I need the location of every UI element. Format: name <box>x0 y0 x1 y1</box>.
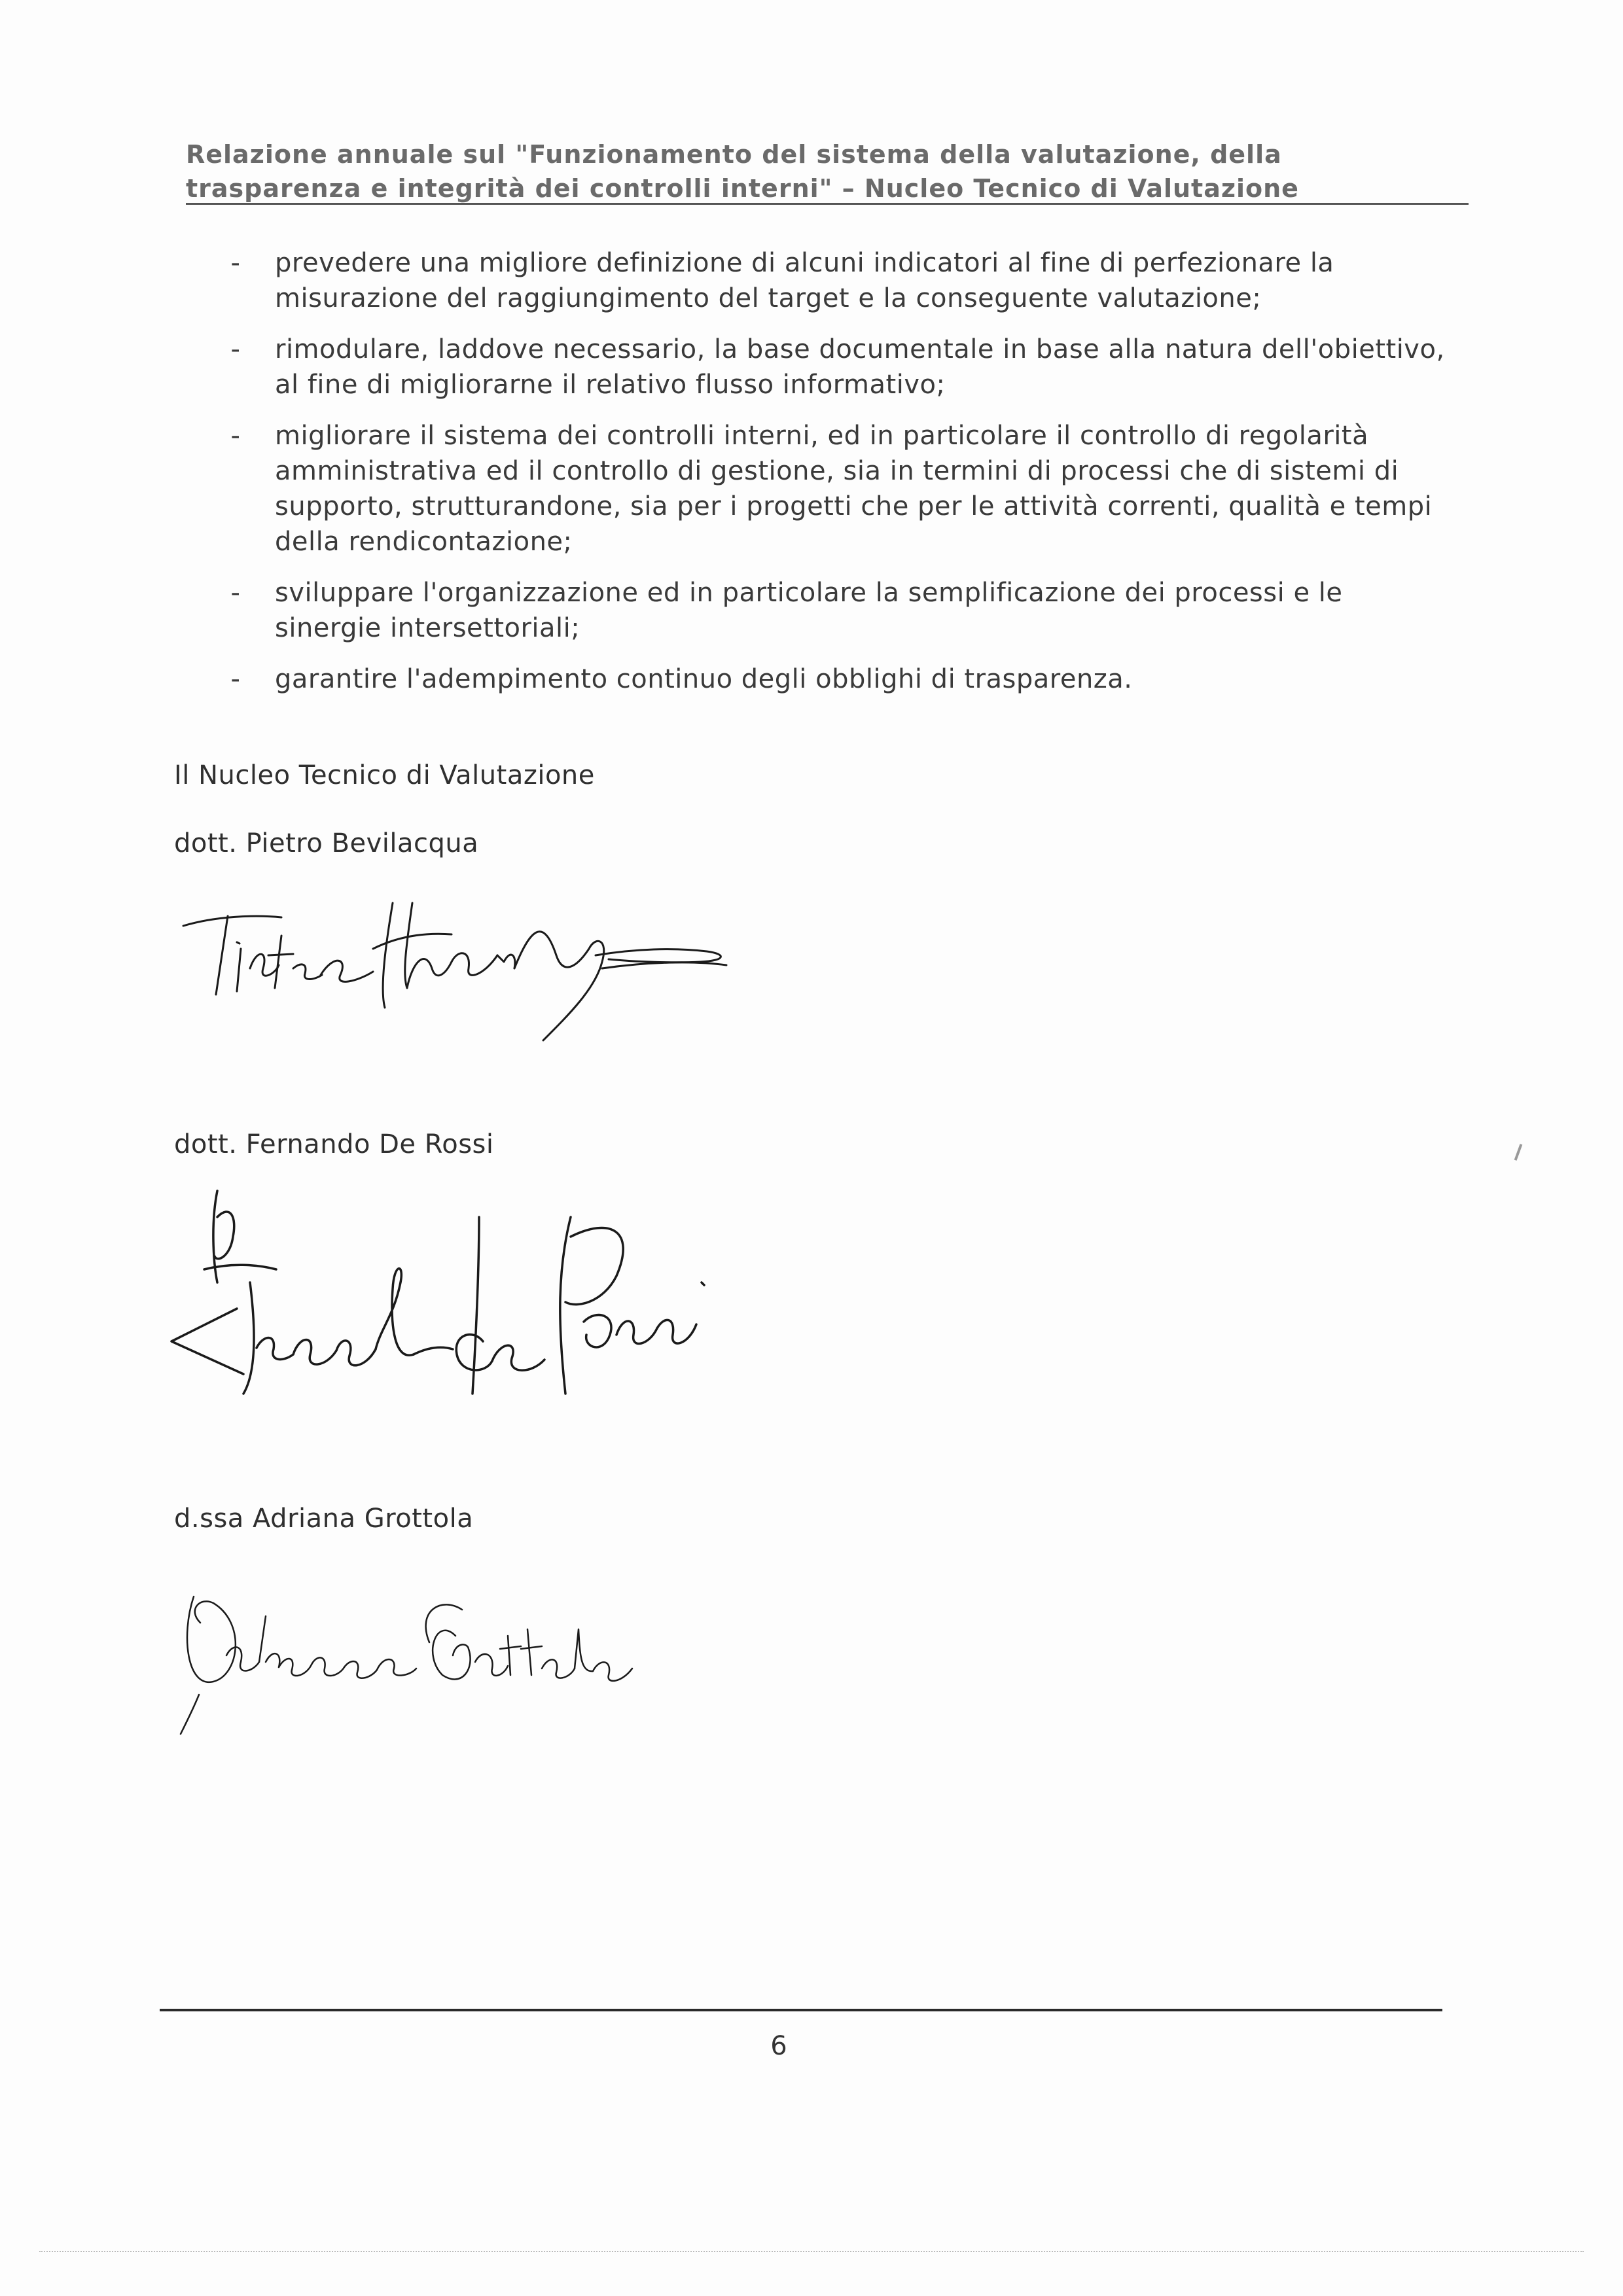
footer-rule <box>160 2009 1442 2011</box>
page-header <box>186 137 1469 205</box>
scan-edge-dots <box>39 2251 1584 2253</box>
bullet-dash: - <box>230 334 241 364</box>
list-item <box>223 418 1446 559</box>
stray-mark <box>1514 1144 1523 1161</box>
page-number: 6 <box>770 2031 787 2061</box>
list-item-text: rimodulare, laddove necessario, la base documentale in base alla natura dell'obiettivo, al fine di migliorarne il relativo flusso informativo; <box>275 334 1445 400</box>
list-item <box>223 332 1446 402</box>
list-item <box>223 662 1446 697</box>
header-line-2: trasparenza e integrità dei controlli interni" – Nucleo Tecnico di Valutazione <box>186 174 1299 203</box>
header-line-1: Relazione annuale sul "Funzionamento del sistema della valutazione, della <box>186 140 1282 169</box>
bullet-dash: - <box>230 578 241 608</box>
bullet-dash: - <box>230 664 241 694</box>
recommendations-list <box>223 245 1446 713</box>
bullet-dash: - <box>230 248 241 278</box>
list-item <box>223 245 1446 316</box>
member-name-3: d.ssa Adriana Grottola <box>174 1504 474 1534</box>
list-item-text: garantire l'adempimento continuo degli obblighi di trasparenza. <box>275 664 1133 694</box>
committee-title: Il Nucleo Tecnico di Valutazione <box>174 760 595 790</box>
member-name-1: dott. Pietro Bevilacqua <box>174 828 479 858</box>
signature-2 <box>165 1178 754 1426</box>
header-rule <box>186 203 1469 205</box>
bullet-dash: - <box>230 421 241 451</box>
signature-3 <box>168 1557 665 1767</box>
list-item-text: sviluppare l'organizzazione ed in particolare la semplificazione dei processi e le sinergie intersettoriali; <box>275 578 1343 643</box>
list-item <box>223 575 1446 646</box>
list-item-text: prevedere una migliore definizione di alcuni indicatori al fine di perfezionare la misurazione del raggiungimento del target e la conseguente valutazione; <box>275 248 1334 313</box>
member-name-2: dott. Fernando De Rossi <box>174 1129 494 1159</box>
signature-1 <box>177 877 831 1047</box>
list-item-text: migliorare il sistema dei controlli interni, ed in particolare il controllo di regolarità amministrativa ed il controllo di gestione, sia in termini di processi che di sistemi di supporto, strutturandone, sia per i progetti che per le attività correnti, qualità e tempi della rendicontazione; <box>275 421 1433 557</box>
